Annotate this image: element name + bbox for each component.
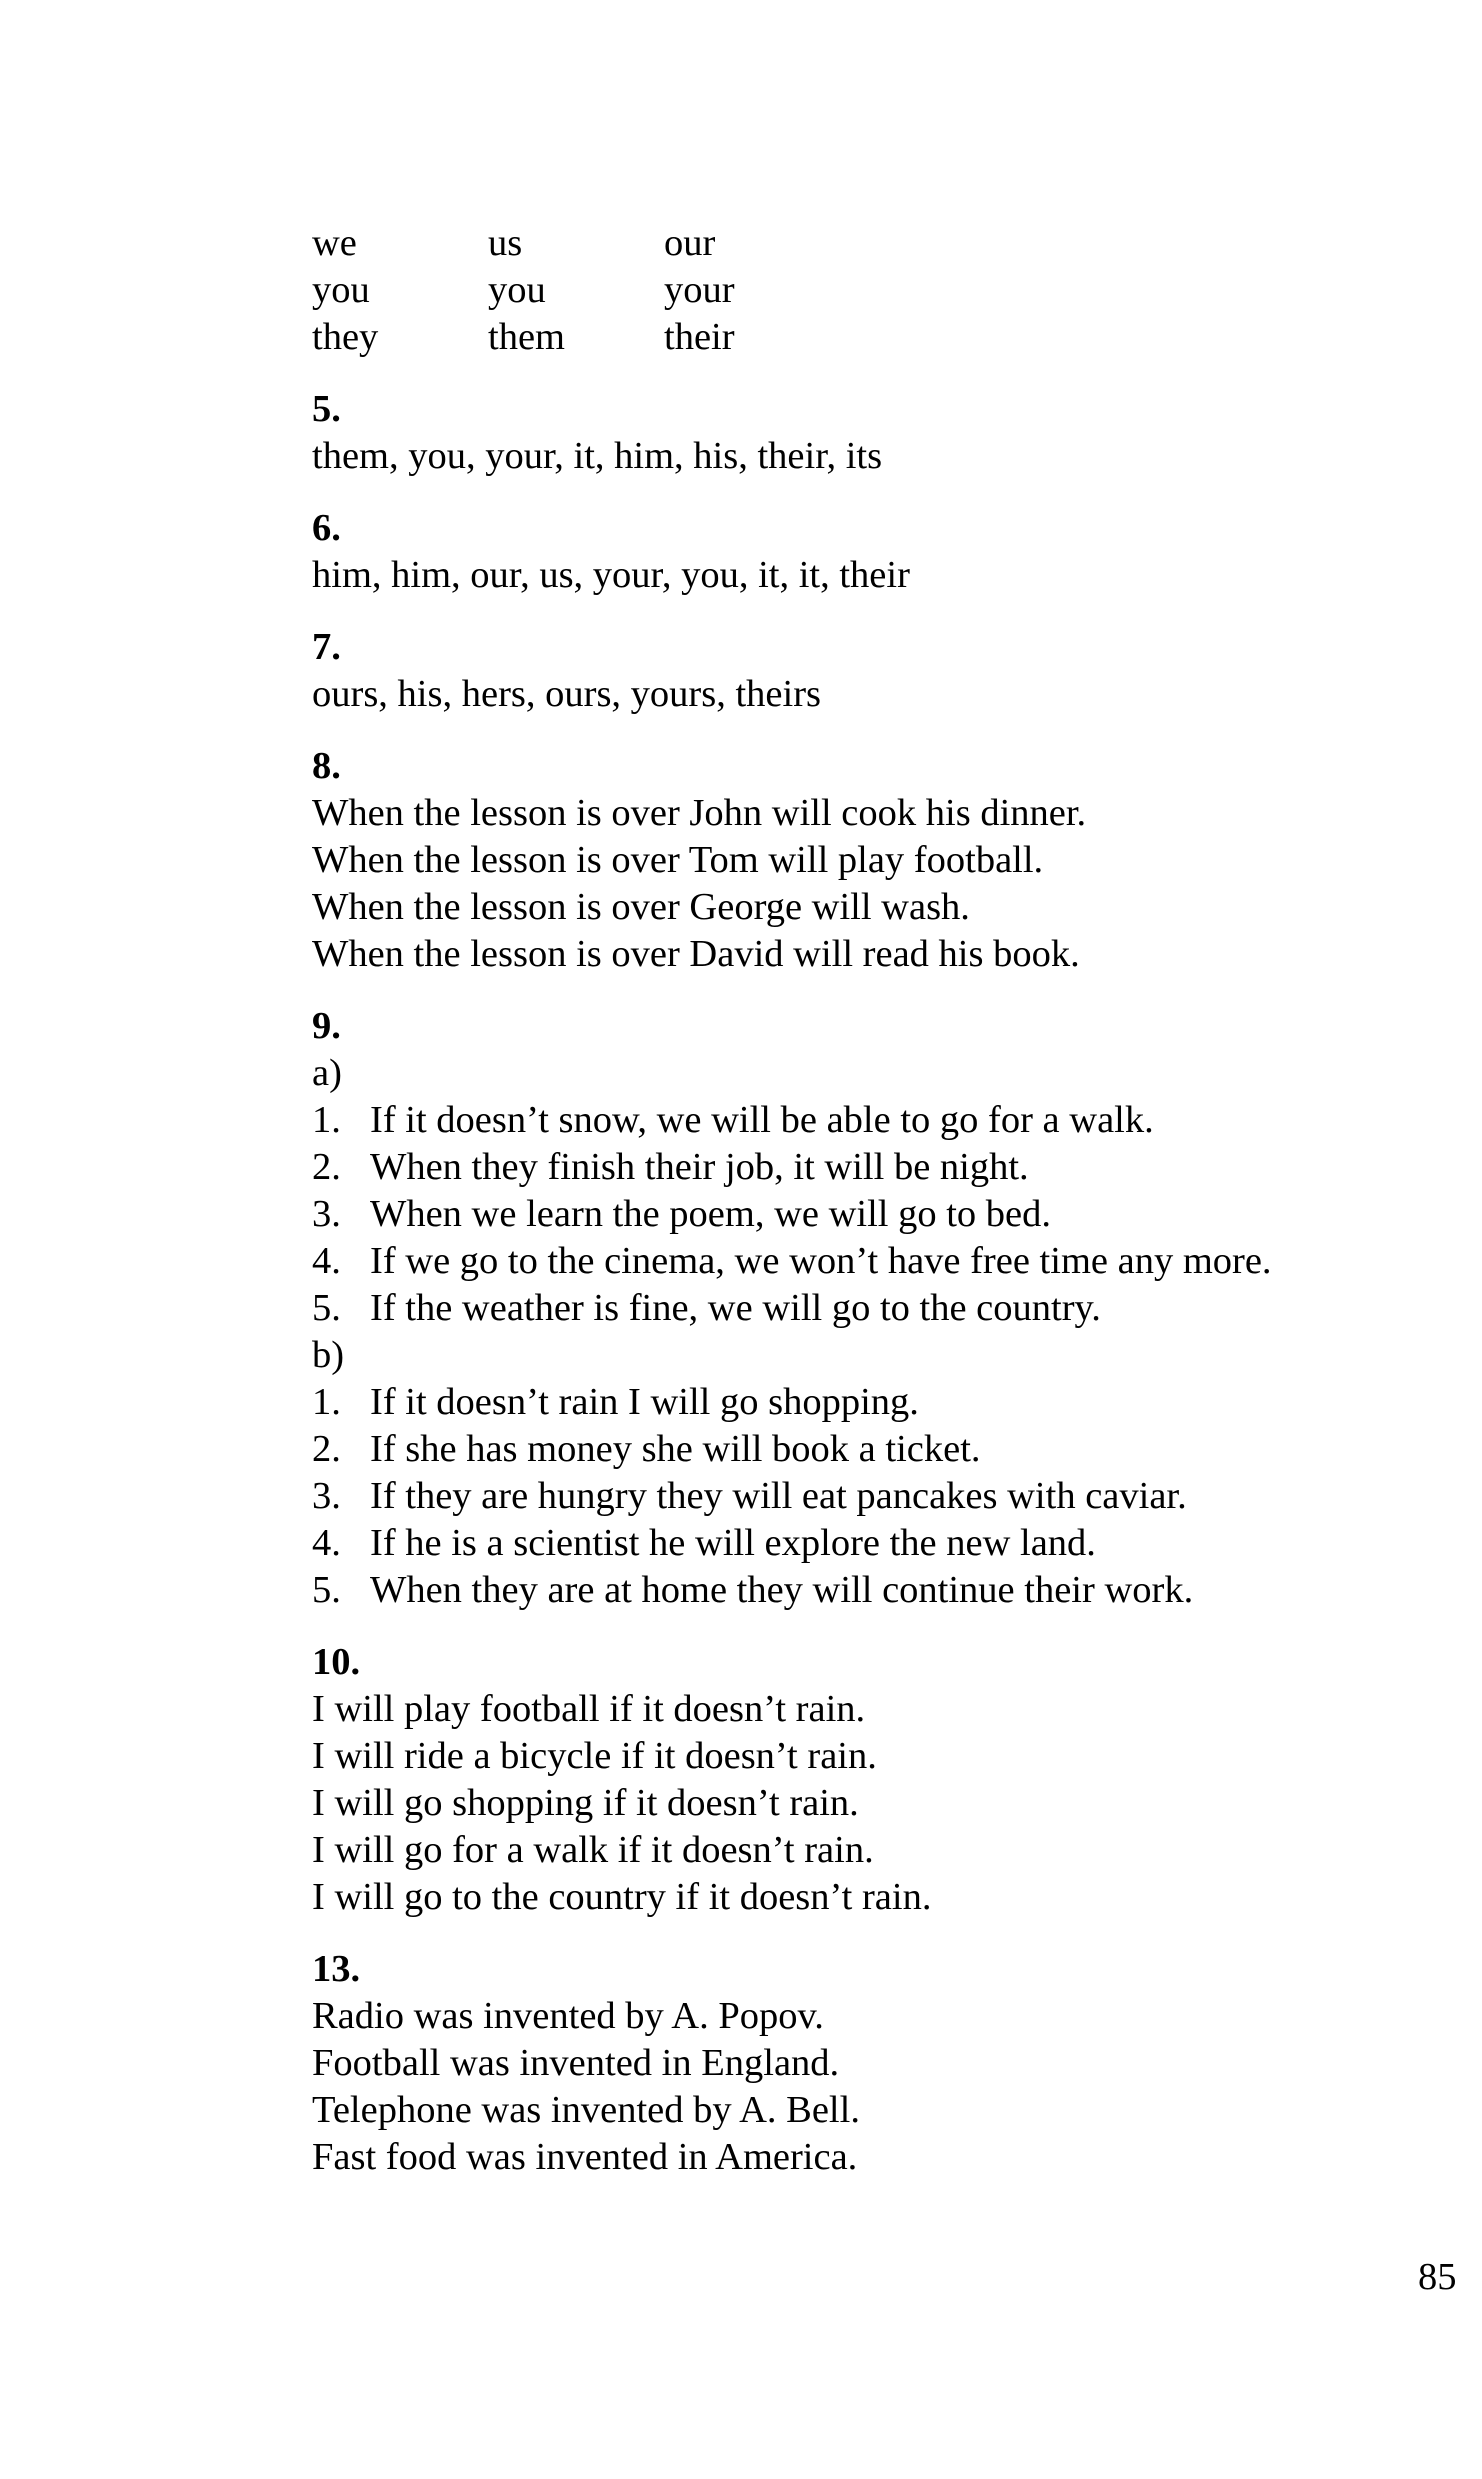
- part-label: b): [312, 1334, 345, 1376]
- item-number: 1.: [312, 1381, 341, 1423]
- pronoun-row: [312, 220, 1412, 267]
- exercise-7: [312, 624, 1412, 718]
- page-number: 85: [1418, 2256, 1457, 2298]
- exercise-heading: 9.: [312, 1005, 341, 1047]
- item-text: If the weather is fine, we will go to the country.: [370, 1287, 1101, 1329]
- pronoun-cell: them: [488, 316, 565, 358]
- item-number: 2.: [312, 1428, 341, 1470]
- answer-line: Radio was invented by A. Popov.: [312, 1995, 824, 2037]
- answer-line: When the lesson is over John will cook his dinner.: [312, 792, 1087, 834]
- item-number: 3.: [312, 1193, 341, 1235]
- item-number: 5.: [312, 1569, 341, 1611]
- item-number: 5.: [312, 1287, 341, 1329]
- exercise-9: [312, 1003, 1412, 1614]
- pronoun-cell: us: [488, 222, 523, 264]
- item-text: If she has money she will book a ticket.: [370, 1428, 981, 1470]
- answer-line: When the lesson is over David will read his book.: [312, 933, 1080, 975]
- exercise-heading: 8.: [312, 745, 341, 787]
- item-text: If it doesn’t snow, we will be able to go for a walk.: [370, 1099, 1154, 1141]
- item-text: When they are at home they will continue their work.: [370, 1569, 1194, 1611]
- pronoun-cell: they: [312, 316, 379, 358]
- list-item: [312, 1097, 1412, 1144]
- item-text: If they are hungry they will eat pancakes with caviar.: [370, 1475, 1187, 1517]
- exercise-6: [312, 505, 1412, 599]
- item-text: If it doesn’t rain I will go shopping.: [370, 1381, 919, 1423]
- pronoun-table: [312, 220, 1412, 361]
- pronoun-cell: you: [488, 269, 546, 311]
- pronoun-cell: their: [664, 316, 735, 358]
- part-label: a): [312, 1052, 342, 1094]
- exercise-heading: 10.: [312, 1641, 361, 1683]
- exercise-10: [312, 1639, 1412, 1921]
- exercise-heading: 6.: [312, 507, 341, 549]
- exercise-5: [312, 386, 1412, 480]
- answer-line: them, you, your, it, him, his, their, its: [312, 435, 883, 477]
- item-number: 4.: [312, 1240, 341, 1282]
- list-item: [312, 1520, 1412, 1567]
- item-text: If we go to the cinema, we won’t have free time any more.: [370, 1240, 1272, 1282]
- pronoun-row: [312, 314, 1412, 361]
- item-number: 3.: [312, 1475, 341, 1517]
- answer-line: Telephone was invented by A. Bell.: [312, 2089, 860, 2131]
- item-text: If he is a scientist he will explore the new land.: [370, 1522, 1096, 1564]
- list-item: [312, 1238, 1412, 1285]
- answer-line: When the lesson is over Tom will play football.: [312, 839, 1044, 881]
- list-item: [312, 1426, 1412, 1473]
- answer-line: I will go for a walk if it doesn’t rain.: [312, 1829, 874, 1871]
- item-text: When they finish their job, it will be night.: [370, 1146, 1029, 1188]
- list-item: [312, 1567, 1412, 1614]
- answer-line: I will go to the country if it doesn’t rain.: [312, 1876, 932, 1918]
- exercise-heading: 7.: [312, 626, 341, 668]
- answer-line: Football was invented in England.: [312, 2042, 840, 2084]
- exercise-heading: 5.: [312, 388, 341, 430]
- answer-line: Fast food was invented in America.: [312, 2136, 858, 2178]
- answer-line: I will go shopping if it doesn’t rain.: [312, 1782, 859, 1824]
- item-number: 4.: [312, 1522, 341, 1564]
- exercise-8: [312, 743, 1412, 978]
- page-content: [312, 220, 1412, 2181]
- exercise-13: [312, 1946, 1412, 2181]
- pronoun-cell: you: [312, 269, 370, 311]
- answer-line: I will play football if it doesn’t rain.: [312, 1688, 866, 1730]
- list-item: [312, 1473, 1412, 1520]
- pronoun-cell: we: [312, 222, 357, 264]
- item-text: When we learn the poem, we will go to bed.: [370, 1193, 1052, 1235]
- pronoun-cell: our: [664, 222, 716, 264]
- list-item: [312, 1144, 1412, 1191]
- list-item: [312, 1191, 1412, 1238]
- item-number: 2.: [312, 1146, 341, 1188]
- answer-line: When the lesson is over George will wash.: [312, 886, 970, 928]
- exercise-heading: 13.: [312, 1948, 361, 1990]
- list-item: [312, 1379, 1412, 1426]
- pronoun-cell: your: [664, 269, 735, 311]
- item-number: 1.: [312, 1099, 341, 1141]
- list-item: [312, 1285, 1412, 1332]
- pronoun-row: [312, 267, 1412, 314]
- answer-line: I will ride a bicycle if it doesn’t rain.: [312, 1735, 877, 1777]
- answer-line: ours, his, hers, ours, yours, theirs: [312, 673, 822, 715]
- answer-line: him, him, our, us, your, you, it, it, their: [312, 554, 910, 596]
